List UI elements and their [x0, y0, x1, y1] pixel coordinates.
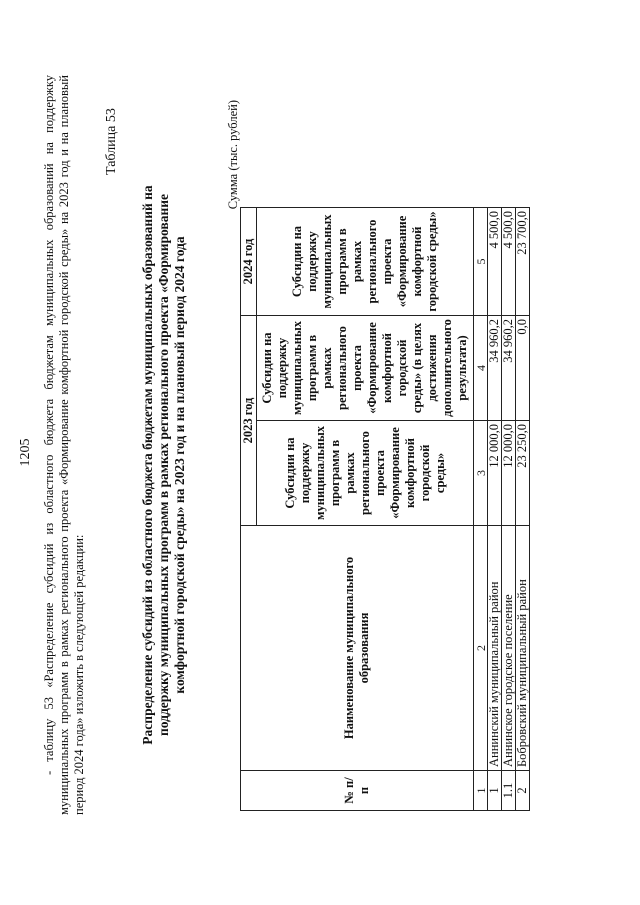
page-number: 1205 [18, 438, 33, 467]
header-subsidy-2023-additional: Субсидии на поддержку муниципальных программ в рамках регионального проекта «Формирование комфортной городской среды» (в целях достижения дополнительного результата) [257, 316, 474, 421]
row-value-2023-additional: 0,0 [516, 316, 530, 421]
header-year-2024: 2024 год [241, 208, 257, 316]
units-caption: Сумма (тыс. рублей) [226, 100, 240, 210]
table-row [516, 208, 530, 811]
header-name: Наименование муниципального образования [241, 526, 474, 771]
header-year-2023: 2023 год [241, 316, 257, 526]
row-value-2024: 4 500,0 [502, 208, 516, 316]
table-title: Распределение субсидий из областного бюджета бюджетам муниципальных образований на поддержку муниципальных программ в рамках регионального проекта «Формирование комфортной городской среды» на 2023 год и на плановый период 2024 года [140, 185, 187, 745]
row-value-2023-additional: 34 960,2 [502, 316, 516, 421]
row-value-2024: 23 700,0 [516, 208, 530, 316]
row-value-2023-main: 12 000,0 [502, 421, 516, 526]
intro-paragraph [42, 75, 86, 815]
header-subsidy-2023-main: Субсидии на поддержку муниципальных программ в рамках регионального проекта «Формирование комфортной городской среды» [257, 421, 474, 526]
header-num: № п/п [241, 771, 474, 811]
row-name: Аннинский муниципальный район [488, 526, 502, 771]
table-row [502, 208, 516, 811]
row-number: 2 [516, 771, 530, 811]
header-subsidy-2024: Субсидии на поддержку муниципальных программ в рамках регионального проекта «Формирование комфортной городской среды» [257, 208, 474, 316]
row-name: Аннинское городское поселение [502, 526, 516, 771]
column-index: 5 [474, 208, 488, 316]
row-number: 1.1 [502, 771, 516, 811]
table-label: Таблица 53 [104, 108, 119, 175]
column-index: 3 [474, 421, 488, 526]
row-value-2024: 4 500,0 [488, 208, 502, 316]
row-value-2023-main: 23 250,0 [516, 421, 530, 526]
row-number: 1 [488, 771, 502, 811]
intro-text: - таблицу 53 «Распределение субсидий из областного бюджета бюджетам муниципальных образований на поддержку муниципальных программ в рамках регионального проекта «Формирование комфортной городской среды» на 2023 год и на плановый период 2024 года» изложить в следующей редакции: [42, 75, 86, 815]
row-value-2023-main: 12 000,0 [488, 421, 502, 526]
column-index-row [474, 208, 488, 811]
table-row [488, 208, 502, 811]
column-index: 2 [474, 526, 488, 771]
subsidy-table [240, 207, 530, 811]
column-index: 4 [474, 316, 488, 421]
row-value-2023-additional: 34 960,2 [488, 316, 502, 421]
column-index: 1 [474, 771, 488, 811]
row-name: Бобровский муниципальный район [516, 526, 530, 771]
